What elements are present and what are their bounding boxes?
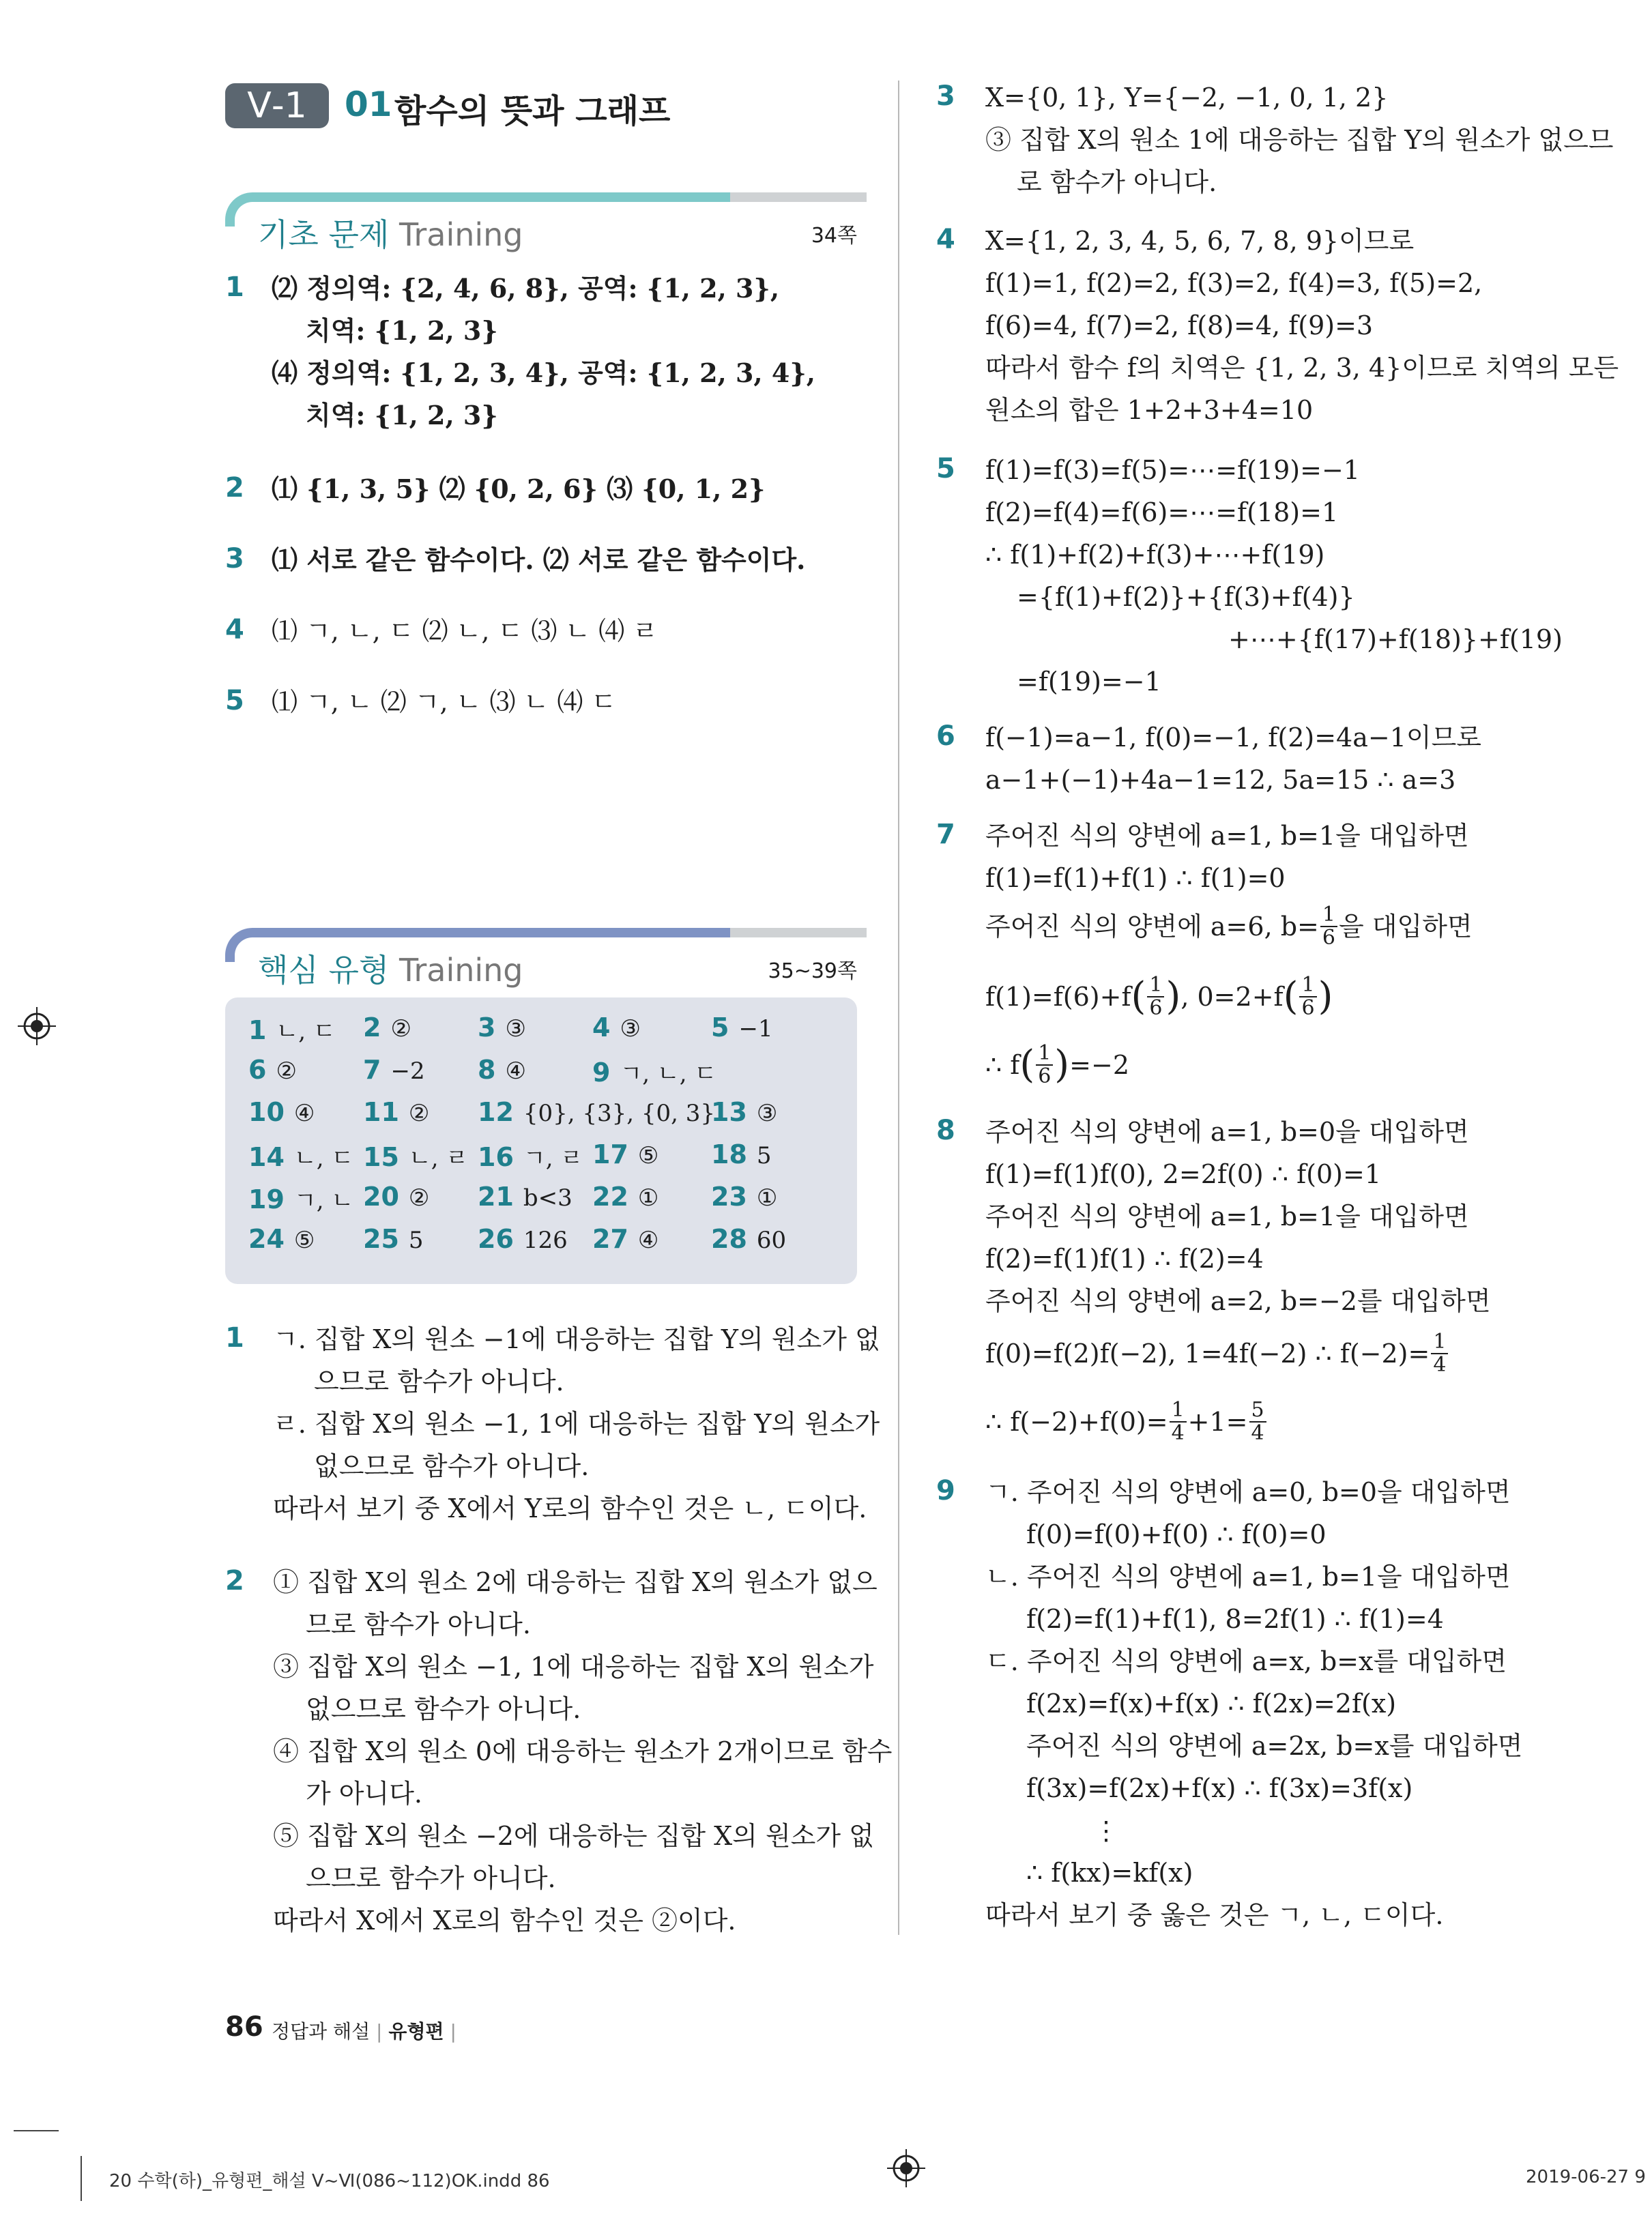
solution-9-line: ⋮: [1093, 1816, 1119, 1846]
basic-4-number: 4: [225, 614, 244, 645]
solution-1-number: 1: [225, 1322, 244, 1354]
solution-4-line: f(6)=4, f(7)=2, f(8)=4, f(9)=3: [985, 310, 1374, 340]
solution-3-line: X={0, 1}, Y={−2, −1, 0, 1, 2}: [985, 83, 1389, 113]
fraction: $\frac{1}{6}$: [1320, 904, 1337, 949]
solution-5-line: f(2)=f(4)=f(6)=⋯=f(18)=1: [985, 497, 1339, 527]
solution-2-line: 으므로 함수가 아니다.: [306, 1863, 556, 1893]
solution-8-line: f(2)=f(1)f(1) ∴ f(2)=4: [985, 1244, 1264, 1274]
solution-7-line: ∴ f ( $\frac{1}{6}$ ) =−2: [985, 1041, 1129, 1088]
answer-cell: 20 ②: [363, 1182, 430, 1212]
section-basic-title-en: Training: [399, 216, 523, 253]
basic-1-line: ⑷ 정의역: {1, 2, 3, 4}, 공역: {1, 2, 3, 4},: [272, 358, 815, 388]
section-core-title-en: Training: [399, 952, 523, 989]
solution-9-line: ∴ f(kx)=kf(x): [1026, 1858, 1193, 1888]
solution-7-line: 주어진 식의 양변에 a=1, b=1을 대입하면: [985, 821, 1469, 851]
solution-4-line: X={1, 2, 3, 4, 5, 6, 7, 8, 9}이므로: [985, 226, 1415, 256]
solution-6-number: 6: [936, 720, 955, 752]
solution-9-line: ㄱ. 주어진 식의 양변에 a=0, b=0을 대입하면: [985, 1477, 1511, 1507]
solution-9-line: 주어진 식의 양변에 a=2x, b=x를 대입하면: [1026, 1731, 1523, 1761]
section-basic-header: [225, 192, 857, 254]
solution-3-line: ③ 집합 X의 원소 1에 대응하는 집합 Y의 원소가 없으므: [985, 125, 1614, 155]
crop-mark: [81, 2156, 82, 2201]
solution-9-line: f(2)=f(1)+f(1), 8=2f(1) ∴ f(1)=4: [1026, 1604, 1444, 1634]
solution-7-number: 7: [936, 819, 955, 850]
solution-9-line: ㄷ. 주어진 식의 양변에 a=x, b=x를 대입하면: [985, 1646, 1507, 1676]
solution-2-number: 2: [225, 1565, 244, 1597]
answer-cell: 3 ③: [478, 1012, 526, 1043]
solution-9-line: f(0)=f(0)+f(0) ∴ f(0)=0: [1026, 1519, 1327, 1549]
fraction: $\frac{1}{4}$: [1170, 1399, 1187, 1444]
basic-1-number: 1: [225, 272, 244, 303]
answer-cell: 28 60: [711, 1224, 787, 1254]
fraction: $\frac{5}{4}$: [1249, 1399, 1266, 1444]
solution-2-line: ④ 집합 X의 원소 0에 대응하는 원소가 2개이므로 함수: [273, 1736, 893, 1766]
registration-mark-icon: [887, 2149, 925, 2187]
answer-cell: 22 ①: [592, 1182, 659, 1212]
solution-8-line: f(1)=f(1)f(0), 2=2f(0) ∴ f(0)=1: [985, 1159, 1382, 1189]
solution-2-line: ③ 집합 X의 원소 −1, 1에 대응하는 집합 X의 원소가: [273, 1652, 874, 1682]
solution-9-line: f(2x)=f(x)+f(x) ∴ f(2x)=2f(x): [1026, 1689, 1397, 1719]
solution-1-line: 없으므로 함수가 아니다.: [314, 1451, 590, 1481]
solution-5-line: ∴ f(1)+f(2)+f(3)+⋯+f(19): [985, 540, 1325, 570]
answer-cell: 13 ③: [711, 1097, 778, 1127]
print-date: 2019-06-27 9: [1526, 2167, 1646, 2187]
answer-grid: [225, 997, 857, 1284]
solution-8-line: 주어진 식의 양변에 a=1, b=1을 대입하면: [985, 1201, 1469, 1231]
solution-8-line: 주어진 식의 양변에 a=1, b=0을 대입하면: [985, 1117, 1469, 1147]
solution-9-line: 따라서 보기 중 옳은 것은 ㄱ, ㄴ, ㄷ이다.: [985, 1900, 1444, 1930]
solution-3-line: 로 함수가 아니다.: [1017, 167, 1217, 197]
basic-1-line: 치역: {1, 2, 3}: [306, 400, 498, 431]
solution-8-line: f(0)=f(2)f(−2), 1=4f(−2) ∴ f(−2)= $\frac{1}{4}$: [985, 1326, 1449, 1381]
basic-2-line: ⑴ {1, 3, 5} ⑵ {0, 2, 6} ⑶ {0, 1, 2}: [272, 473, 766, 504]
solution-8-number: 8: [936, 1115, 955, 1146]
basic-2-number: 2: [225, 472, 244, 504]
answer-cell: 9 ㄱ, ㄴ, ㄷ: [592, 1058, 717, 1088]
section-core-title: 핵심 유형: [258, 952, 390, 989]
footer-book: 정답과 해설 | 유형편 |: [272, 2020, 457, 2043]
answer-cell: 2 ②: [363, 1012, 411, 1043]
page-title: 함수의 뜻과 그래프: [394, 92, 671, 130]
solution-4-number: 4: [936, 224, 955, 255]
solution-1-line: 으므로 함수가 아니다.: [314, 1367, 564, 1397]
answer-cell: 10 ④: [248, 1097, 315, 1127]
solution-9-line: ㄴ. 주어진 식의 양변에 a=1, b=1을 대입하면: [985, 1562, 1511, 1592]
registration-mark-icon: [18, 1007, 56, 1045]
answer-cell: 23 ①: [711, 1182, 778, 1212]
solution-5-line: f(1)=f(3)=f(5)=⋯=f(19)=−1: [985, 455, 1360, 485]
answer-cell: 24 ⑤: [248, 1224, 315, 1254]
section-basic-title: 기초 문제: [258, 216, 390, 253]
fraction: $\frac{1}{6}$: [1036, 1043, 1053, 1088]
basic-5-number: 5: [225, 685, 244, 716]
file-info: 20 수학(하)_유형편_해설 Ⅴ~Ⅵ(086~112)OK.indd 86: [109, 2171, 550, 2191]
fraction: $\frac{1}{4}$: [1431, 1331, 1448, 1376]
basic-3-line: ⑴ 서로 같은 함수이다. ⑵ 서로 같은 함수이다.: [272, 544, 806, 575]
answer-cell: 17 ⑤: [592, 1139, 659, 1169]
solution-3-number: 3: [936, 81, 955, 112]
basic-1-line: 치역: {1, 2, 3}: [306, 315, 498, 346]
section-core-header: [225, 928, 857, 989]
basic-3-number: 3: [225, 543, 244, 574]
answer-cell: 14 ㄴ, ㄷ: [248, 1142, 354, 1172]
solution-5-line: ={f(1)+f(2)}+{f(3)+f(4)}: [1017, 582, 1355, 612]
solution-1-line: ㄹ. 집합 X의 원소 −1, 1에 대응하는 집합 Y의 원소가: [273, 1409, 880, 1439]
answer-cell: 18 5: [711, 1139, 772, 1169]
solution-4-line: 원소의 합은 1+2+3+4=10: [985, 395, 1314, 425]
answer-cell: 4 ③: [592, 1012, 641, 1043]
answer-cell: 27 ④: [592, 1224, 659, 1254]
answer-cell: 19 ㄱ, ㄴ: [248, 1184, 354, 1214]
basic-4-line: ⑴ ㄱ, ㄴ, ㄷ ⑵ ㄴ, ㄷ ⑶ ㄴ ⑷ ㄹ: [272, 616, 658, 646]
answer-cell: 26 126: [478, 1224, 568, 1254]
section-core-page: 35~39쪽: [768, 959, 857, 983]
answer-cell: 8 ④: [478, 1055, 526, 1085]
section-basic-page: 34쪽: [811, 224, 857, 248]
solution-2-line: 가 아니다.: [306, 1779, 422, 1809]
solution-2-line: 므로 함수가 아니다.: [306, 1609, 531, 1639]
solution-4-line: f(1)=1, f(2)=2, f(3)=2, f(4)=3, f(5)=2,: [985, 268, 1483, 298]
answer-cell: 16 ㄱ, ㄹ: [478, 1142, 583, 1172]
solution-7-line: 주어진 식의 양변에 a=6, b= $\frac{1}{6}$ 을 대입하면: [985, 903, 1473, 950]
solution-5-line: =f(19)=−1: [1017, 667, 1161, 697]
page-number: 86: [225, 2011, 263, 2043]
solution-1-line: ㄱ. 집합 X의 원소 −1에 대응하는 집합 Y의 원소가 없: [273, 1324, 880, 1354]
solution-2-line: 따라서 X에서 X로의 함수인 것은 ②이다.: [273, 1906, 736, 1936]
solution-4-line: 따라서 함수 f의 치역은 {1, 2, 3, 4}이므로 치역의 모든: [985, 353, 1619, 383]
basic-1-line: ⑵ 정의역: {2, 4, 6, 8}, 공역: {1, 2, 3},: [272, 273, 780, 304]
solution-6-line: a−1+(−1)+4a−1=12, 5a=15 ∴ a=3: [985, 765, 1456, 795]
answer-cell: 7 −2: [363, 1055, 425, 1085]
column-divider: [898, 81, 899, 1935]
solution-1-line: 따라서 보기 중 X에서 Y로의 함수인 것은 ㄴ, ㄷ이다.: [273, 1493, 867, 1524]
solution-5-number: 5: [936, 453, 955, 484]
fraction: $\frac{1}{6}$: [1147, 974, 1164, 1019]
solution-6-line: f(−1)=a−1, f(0)=−1, f(2)=4a−1이므로: [985, 723, 1482, 753]
solution-2-line: 없으므로 함수가 아니다.: [306, 1694, 581, 1724]
solution-5-line: +⋯+{f(17)+f(18)}+f(19): [1228, 624, 1563, 654]
solution-8-line: ∴ f(−2)+f(0)= $\frac{1}{4}$ +1= $\frac{5}{4}$: [985, 1395, 1268, 1449]
answer-cell: 15 ㄴ, ㄹ: [363, 1142, 469, 1172]
basic-5-line: ⑴ ㄱ, ㄴ ⑵ ㄱ, ㄴ ⑶ ㄴ ⑷ ㄷ: [272, 687, 617, 717]
crop-mark: [14, 2130, 59, 2131]
answer-cell: 25 5: [363, 1224, 424, 1254]
answer-cell: 6 ②: [248, 1055, 297, 1085]
solution-2-line: ① 집합 X의 원소 2에 대응하는 집합 X의 원소가 없으: [273, 1567, 878, 1597]
answer-cell: 12 {0}, {3}, {0, 3}: [478, 1097, 716, 1127]
answer-cell: 5 −1: [711, 1012, 773, 1043]
answer-cell: 11 ②: [363, 1097, 430, 1127]
section-number: 01: [345, 85, 392, 124]
solution-7-line: f(1)=f(1)+f(1) ∴ f(1)=0: [985, 863, 1286, 893]
solution-9-line: f(3x)=f(2x)+f(x) ∴ f(3x)=3f(x): [1026, 1773, 1413, 1803]
solution-8-line: 주어진 식의 양변에 a=2, b=−2를 대입하면: [985, 1286, 1491, 1316]
unit-tag: Ⅴ-1: [225, 83, 329, 128]
answer-cell: 1 ㄴ, ㄷ: [248, 1015, 336, 1045]
solution-2-line: ⑤ 집합 X의 원소 −2에 대응하는 집합 X의 원소가 없: [273, 1821, 874, 1851]
answer-cell: 21 b<3: [478, 1182, 573, 1212]
solution-9-number: 9: [936, 1475, 955, 1506]
solution-7-line: f(1)=f(6)+f ( $\frac{1}{6}$ ) , 0=2+f ( $\frac{1}{6}$ ): [985, 973, 1333, 1020]
fraction: $\frac{1}{6}$: [1299, 974, 1316, 1019]
